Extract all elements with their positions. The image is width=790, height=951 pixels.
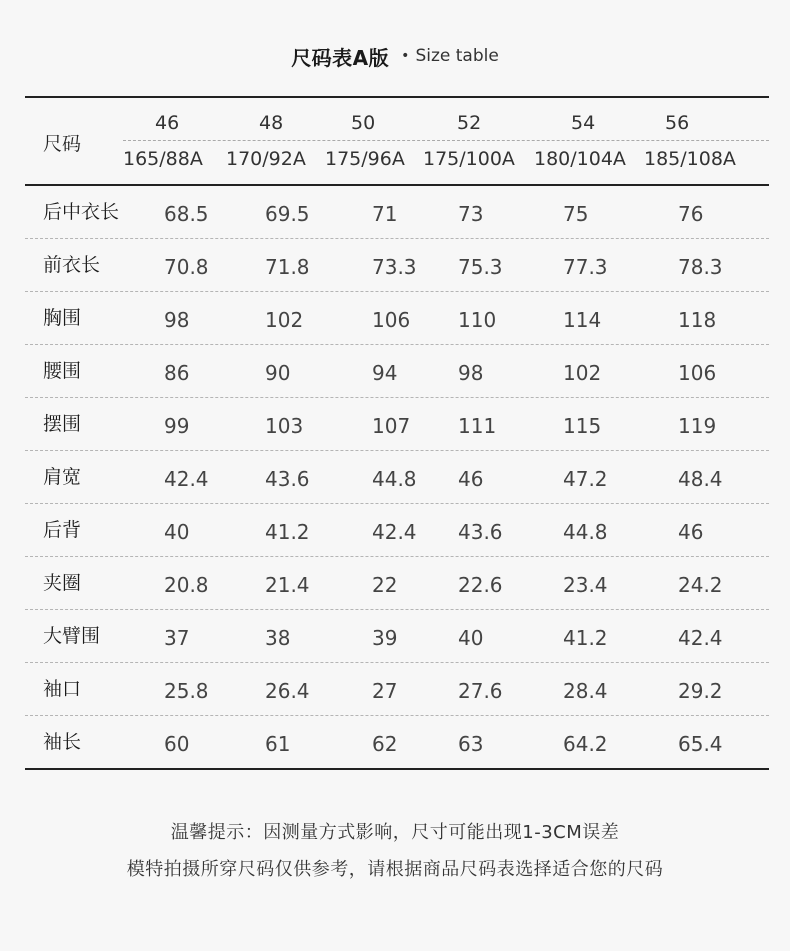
- size-number: 46: [155, 112, 180, 134]
- title-separator: •: [401, 48, 410, 64]
- table-cell: 44.8: [563, 520, 608, 544]
- table-cell: 99: [164, 414, 190, 438]
- note-model-size: 模特拍摄所穿尺码仅供参考，请根据商品尺码表选择适合您的尺码: [126, 859, 664, 880]
- title-english: Size table: [415, 46, 499, 66]
- row-label: 摆围: [43, 413, 82, 435]
- table-cell: 86: [164, 361, 190, 385]
- table-cell: 114: [563, 308, 602, 332]
- table-cell: 71: [372, 202, 398, 226]
- table-cell: 98: [458, 361, 484, 385]
- table-cell: 25.8: [164, 679, 209, 703]
- table-cell: 39: [372, 626, 398, 650]
- table-cell: 41.2: [265, 520, 310, 544]
- size-number: 48: [259, 112, 284, 134]
- table-row: [25, 663, 769, 716]
- table-cell: 22.6: [458, 573, 503, 597]
- table-cell: 106: [678, 361, 717, 385]
- table-cell: 94: [372, 361, 398, 385]
- table-cell: 75.3: [458, 255, 503, 279]
- table-cell: 102: [265, 308, 304, 332]
- table-cell: 21.4: [265, 573, 310, 597]
- table-cell: 60: [164, 732, 190, 756]
- table-cell: 47.2: [563, 467, 608, 491]
- table-cell: 27: [372, 679, 398, 703]
- table-row: [25, 292, 769, 345]
- table-cell: 77.3: [563, 255, 608, 279]
- table-cell: 75: [563, 202, 589, 226]
- row-label: 腰围: [43, 360, 82, 382]
- size-number: 52: [457, 112, 482, 134]
- table-cell: 106: [372, 308, 411, 332]
- title-chinese: 尺码表A版: [291, 45, 390, 70]
- table-cell: 70.8: [164, 255, 209, 279]
- page-title: [0, 40, 790, 72]
- table-cell: 63: [458, 732, 484, 756]
- table-cell: 42.4: [678, 626, 723, 650]
- row-label: 大臂围: [43, 625, 101, 647]
- table-cell: 110: [458, 308, 497, 332]
- size-table: [25, 96, 769, 770]
- table-cell: 42.4: [164, 467, 209, 491]
- table-body: [25, 186, 769, 768]
- table-row: [25, 398, 769, 451]
- table-header: [25, 98, 769, 186]
- table-row: [25, 610, 769, 663]
- table-cell: 119: [678, 414, 717, 438]
- table-cell: 76: [678, 202, 704, 226]
- table-row: [25, 504, 769, 557]
- height-code: 175/96A: [325, 148, 405, 170]
- header-label: 尺码: [43, 133, 82, 155]
- table-cell: 78.3: [678, 255, 723, 279]
- table-cell: 27.6: [458, 679, 503, 703]
- table-cell: 43.6: [458, 520, 503, 544]
- row-label: 胸围: [43, 307, 82, 329]
- table-row: [25, 186, 769, 239]
- table-cell: 102: [563, 361, 602, 385]
- table-row: [25, 451, 769, 504]
- table-cell: 90: [265, 361, 291, 385]
- table-cell: 64.2: [563, 732, 608, 756]
- table-cell: 61: [265, 732, 291, 756]
- table-cell: 73.3: [372, 255, 417, 279]
- height-code: 165/88A: [123, 148, 203, 170]
- table-cell: 62: [372, 732, 398, 756]
- table-cell: 46: [678, 520, 704, 544]
- table-cell: 22: [372, 573, 398, 597]
- row-label: 前衣长: [43, 254, 101, 276]
- table-cell: 115: [563, 414, 602, 438]
- table-cell: 40: [164, 520, 190, 544]
- table-cell: 73: [458, 202, 484, 226]
- table-cell: 42.4: [372, 520, 417, 544]
- row-label: 袖长: [43, 731, 82, 753]
- table-cell: 107: [372, 414, 411, 438]
- note-measurement: 温馨提示：因测量方式影响，尺寸可能出现1-3CM误差: [170, 822, 620, 843]
- table-cell: 37: [164, 626, 190, 650]
- height-code: 170/92A: [226, 148, 306, 170]
- table-cell: 71.8: [265, 255, 310, 279]
- height-code: 175/100A: [423, 148, 515, 170]
- table-row: [25, 345, 769, 398]
- height-code: 180/104A: [534, 148, 626, 170]
- table-cell: 41.2: [563, 626, 608, 650]
- height-code: 185/108A: [644, 148, 736, 170]
- table-cell: 23.4: [563, 573, 608, 597]
- table-cell: 69.5: [265, 202, 310, 226]
- size-number: 54: [571, 112, 596, 134]
- table-cell: 111: [458, 414, 497, 438]
- table-row: [25, 239, 769, 292]
- size-number: 56: [665, 112, 690, 134]
- table-cell: 24.2: [678, 573, 723, 597]
- table-cell: 68.5: [164, 202, 209, 226]
- table-row: [25, 557, 769, 610]
- size-number-row: [123, 110, 769, 141]
- table-cell: 38: [265, 626, 291, 650]
- table-cell: 44.8: [372, 467, 417, 491]
- table-cell: 28.4: [563, 679, 608, 703]
- row-label: 夹圈: [43, 572, 82, 594]
- table-cell: 48.4: [678, 467, 723, 491]
- row-label: 袖口: [43, 678, 82, 700]
- table-cell: 46: [458, 467, 484, 491]
- row-label: 肩宽: [43, 466, 82, 488]
- table-cell: 26.4: [265, 679, 310, 703]
- height-code-row: [123, 146, 769, 176]
- row-label: 后中衣长: [43, 201, 120, 223]
- size-number: 50: [351, 112, 376, 134]
- row-label: 后背: [43, 519, 82, 541]
- table-cell: 20.8: [164, 573, 209, 597]
- table-cell: 118: [678, 308, 717, 332]
- table-row: [25, 716, 769, 768]
- table-cell: 103: [265, 414, 304, 438]
- table-cell: 40: [458, 626, 484, 650]
- table-cell: 65.4: [678, 732, 723, 756]
- table-cell: 98: [164, 308, 190, 332]
- table-cell: 29.2: [678, 679, 723, 703]
- table-cell: 43.6: [265, 467, 310, 491]
